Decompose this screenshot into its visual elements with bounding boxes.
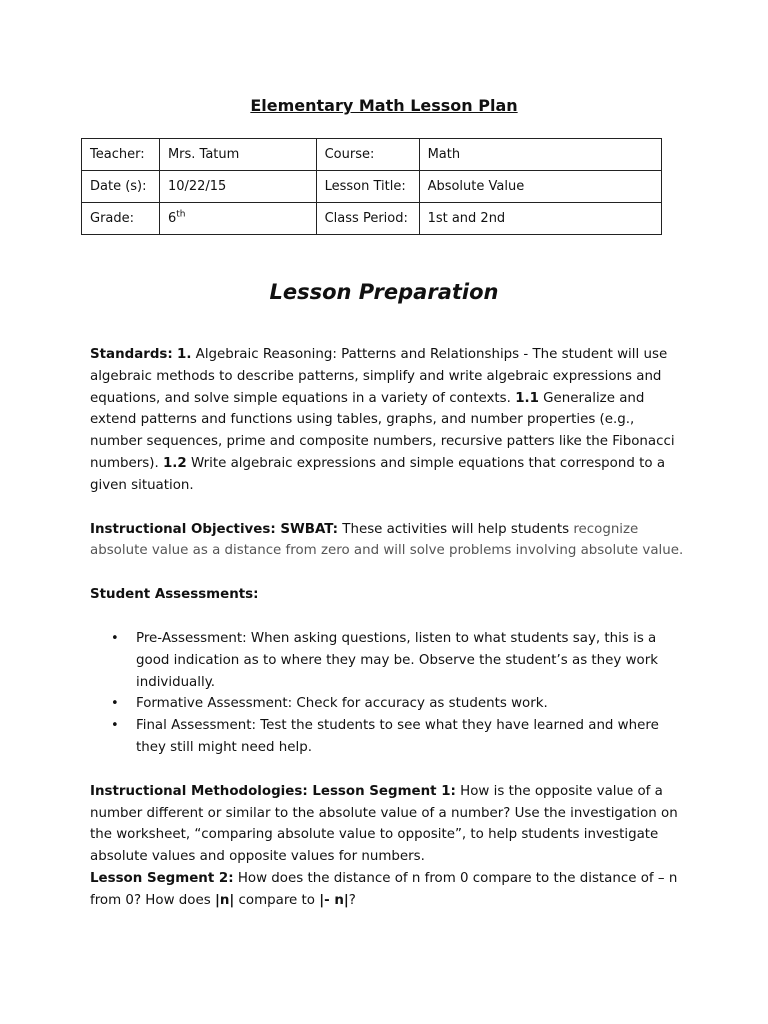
list-item: • Formative Assessment: Check for accuracy as students work. bbox=[136, 693, 690, 715]
grade-suffix: th bbox=[176, 209, 186, 220]
objectives-text-secondary: recognize absolute value as a distance from zero and will solve problems involving absolute value. bbox=[90, 521, 684, 559]
standards-paragraph bbox=[90, 344, 690, 497]
absolute-value-expression: |n| bbox=[214, 892, 235, 908]
grade-label: Grade: bbox=[82, 203, 160, 235]
standard-number: 1.1 bbox=[515, 390, 539, 406]
lesson-title-value: Absolute Value bbox=[419, 171, 661, 203]
segment-2-label: Lesson Segment 2: bbox=[90, 870, 234, 886]
teacher-label: Teacher: bbox=[82, 139, 160, 171]
segment-2-text: compare to bbox=[234, 892, 320, 908]
class-period-label: Class Period: bbox=[316, 203, 419, 235]
objectives-label: Instructional Objectives: SWBAT: bbox=[90, 521, 339, 537]
grade-value: 6 bbox=[167, 211, 177, 226]
table-row bbox=[82, 139, 662, 171]
objectives-paragraph bbox=[90, 519, 690, 563]
date-value: 10/22/15 bbox=[159, 171, 316, 203]
standard-number: 1.2 bbox=[162, 455, 187, 471]
date-label: Date (s): bbox=[82, 171, 160, 203]
course-label: Course: bbox=[316, 139, 419, 171]
teacher-value: Mrs. Tatum bbox=[159, 139, 316, 171]
document-title: Elementary Math Lesson Plan bbox=[250, 96, 518, 115]
methodologies-label: Instructional Methodologies: Lesson Segment 1: bbox=[90, 783, 456, 799]
table-row bbox=[82, 171, 662, 203]
course-value: Math bbox=[419, 139, 661, 171]
absolute-value-expression: |- n| bbox=[319, 892, 349, 908]
standard-text: Algebraic Reasoning: Patterns and Relationships - The student will use algebraic methods to describe patterns, simplify and write algebraic expressions and equations, and solve simple equations in a variety of contexts. bbox=[90, 347, 668, 406]
standard-number: 1. bbox=[177, 347, 192, 362]
assessments-heading: Student Assessments: bbox=[90, 587, 259, 603]
lesson-body bbox=[90, 344, 690, 912]
section-title: Lesson Preparation bbox=[269, 280, 499, 304]
methodologies-text: How is the opposite value of a number different or similar to the absolute value of a number? Use the investigation on the worksheet, “comparing absolute value to opposite”, to help students investigate absolute values and opposite values for numbers. bbox=[90, 783, 678, 865]
assessment-list bbox=[90, 628, 690, 759]
objectives-text: These activities will help students bbox=[338, 521, 574, 537]
segment-2-text: How does the distance of n from 0 compare to the distance of – n from 0? How does bbox=[90, 870, 678, 908]
table-row bbox=[82, 203, 662, 235]
segment-2-paragraph bbox=[90, 868, 690, 912]
lesson-info-table bbox=[81, 138, 662, 235]
list-item: • Final Assessment: Test the students to see what they have learned and where they still might need help. bbox=[136, 715, 690, 759]
standard-text: Generalize and extend patterns and functions using tables, graphs, and number properties (e.g., number sequences, prime and composite numbers, recursive patters like the Fibonacci numbers). bbox=[90, 390, 675, 471]
methodologies-paragraph bbox=[90, 781, 690, 868]
segment-2-text: ? bbox=[348, 892, 356, 908]
grade-cell bbox=[159, 203, 316, 235]
standards-label: Standards: bbox=[90, 347, 173, 362]
class-period-value: 1st and 2nd bbox=[419, 203, 661, 235]
list-item: • Pre-Assessment: When asking questions, listen to what students say, this is a good indication as to where they may be. Observe the student’s as they work individually. bbox=[136, 628, 690, 693]
standard-text: Write algebraic expressions and simple equations that correspond to a given situation. bbox=[90, 455, 666, 493]
lesson-title-label: Lesson Title: bbox=[316, 171, 419, 203]
